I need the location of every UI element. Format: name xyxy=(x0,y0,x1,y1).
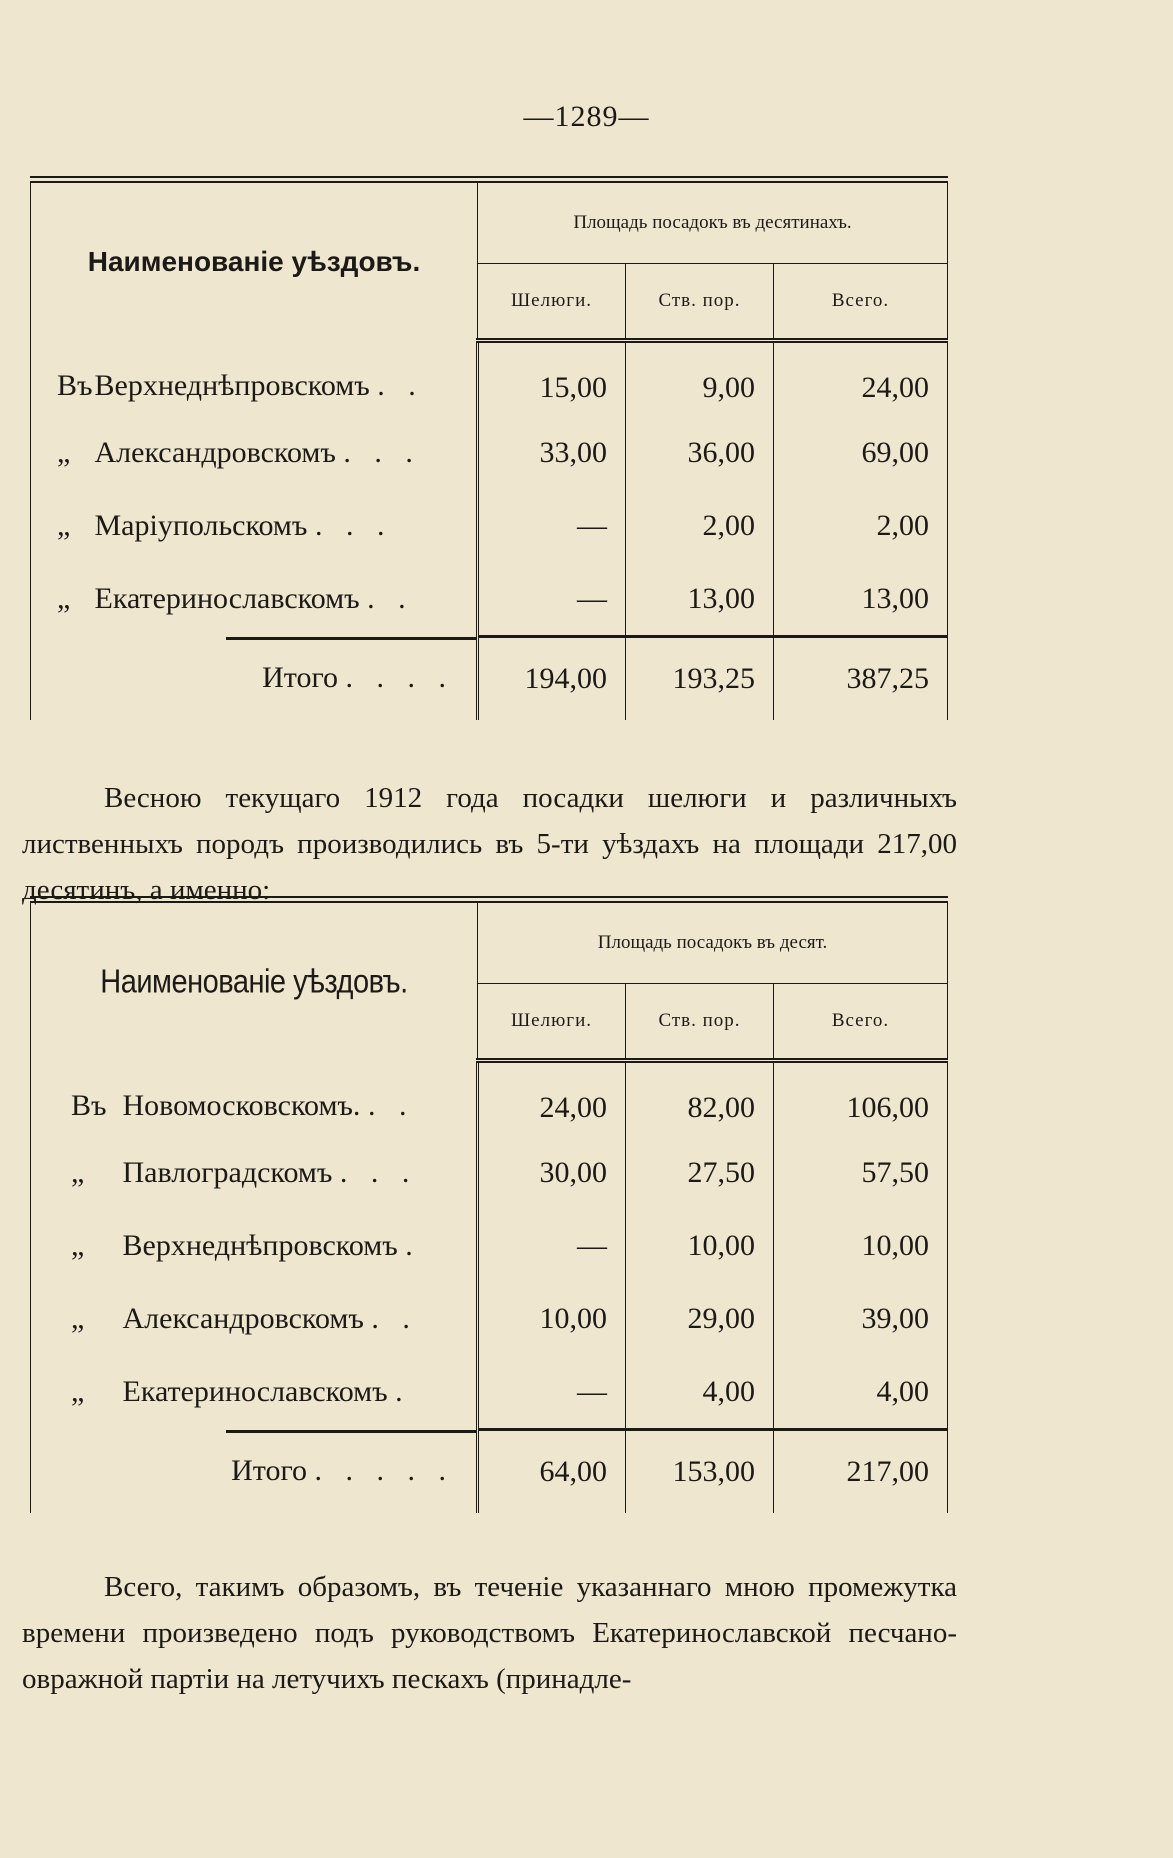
district-name-header: Наименованіе уѣздовъ. xyxy=(31,180,478,341)
district-cell: „ Александровскомъ . . . xyxy=(31,416,478,489)
page-number: —1289— xyxy=(523,100,650,133)
table-row xyxy=(31,341,948,417)
table-row xyxy=(31,416,948,489)
column-header-shelyugi: Шелюги. xyxy=(478,984,626,1061)
total-label-cell: Итого . . . . . xyxy=(31,1430,478,1514)
column-header-stv-por: Ств. пор. xyxy=(626,264,774,341)
stv-cell: 9,00 xyxy=(626,341,774,417)
table-row xyxy=(31,1136,948,1209)
plantings-table-1 xyxy=(30,176,948,720)
column-header-stv-por: Ств. пор. xyxy=(626,984,774,1061)
district-cell: „ Верхнеднѣпровскомъ . xyxy=(31,1209,478,1282)
total-cell: 2,00 xyxy=(774,489,948,562)
grand-total-cell: 387,25 xyxy=(774,637,948,721)
shelyugi-cell: — xyxy=(478,562,626,637)
table-row xyxy=(31,562,948,637)
stv-cell: 82,00 xyxy=(626,1061,774,1137)
shelyugi-cell: 30,00 xyxy=(478,1136,626,1209)
district-cell: „ Маріупольскомъ . . . xyxy=(31,489,478,562)
shelyugi-total-cell: 64,00 xyxy=(478,1430,626,1514)
district-cell: „ Екатеринославскомъ . . xyxy=(31,562,478,637)
column-header-total: Всего. xyxy=(774,264,948,341)
shelyugi-cell: 15,00 xyxy=(478,341,626,417)
paragraph-summary: Всего, такимъ образомъ, въ теченіе указаннаго мною промежутка времени произведено подъ руководствомъ Екатеринославской песчано-овражной партіи на летучихъ пескахъ (принадле- xyxy=(22,1571,957,1695)
district-cell: Въ Новомосковскомъ. . . xyxy=(31,1061,478,1137)
shelyugi-cell: — xyxy=(478,1209,626,1282)
total-row xyxy=(31,1430,948,1514)
grand-total-cell: 217,00 xyxy=(774,1430,948,1514)
stv-cell: 36,00 xyxy=(626,416,774,489)
stv-total-cell: 153,00 xyxy=(626,1430,774,1514)
total-cell: 4,00 xyxy=(774,1355,948,1430)
table-row xyxy=(31,1355,948,1430)
total-cell: 39,00 xyxy=(774,1282,948,1355)
column-header-shelyugi: Шелюги. xyxy=(478,264,626,341)
area-group-header: Площадь посадокъ въ десят. xyxy=(478,900,948,984)
plantings-table-2 xyxy=(30,896,948,1513)
district-cell: „ Павлоградскомъ . . . xyxy=(31,1136,478,1209)
table-row xyxy=(31,1209,948,1282)
total-label-cell: Итого . . . . xyxy=(31,637,478,721)
shelyugi-cell: — xyxy=(478,489,626,562)
stv-total-cell: 193,25 xyxy=(626,637,774,721)
stv-cell: 27,50 xyxy=(626,1136,774,1209)
area-group-header: Площадь посадокъ въ десятинахъ. xyxy=(478,180,948,264)
paragraph-spring-plantings: Весною текущаго 1912 года посадки шелюги и различныхъ лиственныхъ породъ производились въ 5-ти уѣздахъ на площади 217,00 десятинъ, а именно: xyxy=(22,782,957,906)
shelyugi-cell: — xyxy=(478,1355,626,1430)
total-cell: 106,00 xyxy=(774,1061,948,1137)
stv-cell: 10,00 xyxy=(626,1209,774,1282)
stv-cell: 29,00 xyxy=(626,1282,774,1355)
district-cell: „ Александровскомъ . . xyxy=(31,1282,478,1355)
column-header-total: Всего. xyxy=(774,984,948,1061)
district-cell: „ Екатеринославскомъ . xyxy=(31,1355,478,1430)
shelyugi-cell: 24,00 xyxy=(478,1061,626,1137)
total-row xyxy=(31,637,948,721)
total-cell: 13,00 xyxy=(774,562,948,637)
stv-cell: 13,00 xyxy=(626,562,774,637)
district-name-header: Наименованіе уѣздовъ. xyxy=(31,887,478,1072)
total-cell: 10,00 xyxy=(774,1209,948,1282)
stv-cell: 4,00 xyxy=(626,1355,774,1430)
table-row xyxy=(31,489,948,562)
total-cell: 24,00 xyxy=(774,341,948,417)
shelyugi-total-cell: 194,00 xyxy=(478,637,626,721)
shelyugi-cell: 33,00 xyxy=(478,416,626,489)
stv-cell: 2,00 xyxy=(626,489,774,562)
district-cell: Въ Верхнеднѣпровскомъ . . xyxy=(31,341,478,417)
total-cell: 57,50 xyxy=(774,1136,948,1209)
table-row xyxy=(31,1282,948,1355)
shelyugi-cell: 10,00 xyxy=(478,1282,626,1355)
total-cell: 69,00 xyxy=(774,416,948,489)
